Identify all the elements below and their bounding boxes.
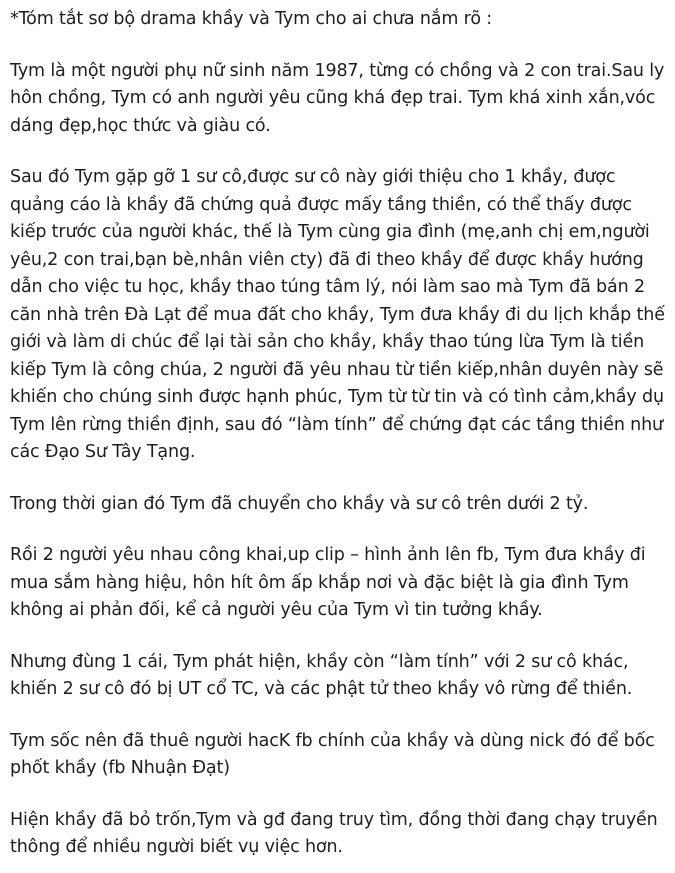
paragraph-discovery: Nhưng đùng 1 cái, Tym phát hiện, khầy còn “làm tính” với 2 sư cô khác, khiến 2 sư cô đó bị UT cổ TC, và các phật tử theo khầy vô rừng để thiền. [10,651,633,699]
paragraph-current-status: Hiện khầy đã bỏ trốn,Tym và gđ đang truy tìm, đồng thời đang chạy truyền thông để nhiều người biết vụ việc hơn. [10,809,658,857]
paragraph-hack-fb: Tym sốc nên đã thuê người hacK fb chính của khầy và dùng nick đó để bốc phốt khầy (fb Nhuận Đạt) [10,730,655,778]
paragraph-money-transfer: Trong thời gian đó Tym đã chuyển cho khầy và sư cô trên dưới 2 tỷ. [10,493,589,514]
paragraph-tym-intro: Tym là một người phụ nữ sinh năm 1987, từng có chồng và 2 con trai.Sau ly hôn chồng, Tym có anh người yêu cũng khá đẹp trai. Tym khá xinh xắn,vóc dáng đẹp,học thức và giàu có. [10,60,665,136]
paragraph-meeting-khay: Sau đó Tym gặp gỡ 1 sư cô,được sư cô này giới thiệu cho 1 khầy, được quảng cáo là khầy đã chứng quả được mấy tầng thiền, có thể thấy được kiếp trước của người khác, thế là Tym cùng gia đình (mẹ,anh chị em,người yêu,2 con trai,bạn bè,nhân viên cty) đã đi theo khầy để được khầy hướng dẫn cho việc tu học, khầy thao túng tâm lý, nói làm sao mà Tym đã bán 2 căn nhà trên Đà Lạt để mua đất cho khầy, Tym đưa khầy đi du lịch khắp thế giới và làm di chúc để lại tài sản cho khầy, khầy thao túng lừa Tym là tiền kiếp Tym là công chúa, 2 người đã yêu nhau từ tiền kiếp,nhân duyên này sẽ khiến cho chúng sinh được hạnh phúc, Tym từ từ tin và có tình cảm,khầy dụ Tym lên rừng thiền định, sau đó “làm tính” để chứng đạt các tầng thiền như các Đạo Sư Tây Tạng. [10,167,665,462]
paragraph-public-relationship: Rồi 2 người yêu nhau công khai,up clip – hình ảnh lên fb, Tym đưa khầy đi mua sắm hàng hiệu, hôn hít ôm ấp khắp nơi và đặc biệt là gia đình Tym không ai phản đối, kể cả người yêu của Tym vì tin tưởng khầy. [10,545,646,620]
paragraph-summary-heading: *Tóm tắt sơ bộ drama khầy và Tym cho ai chưa nắm rõ : [10,9,493,29]
